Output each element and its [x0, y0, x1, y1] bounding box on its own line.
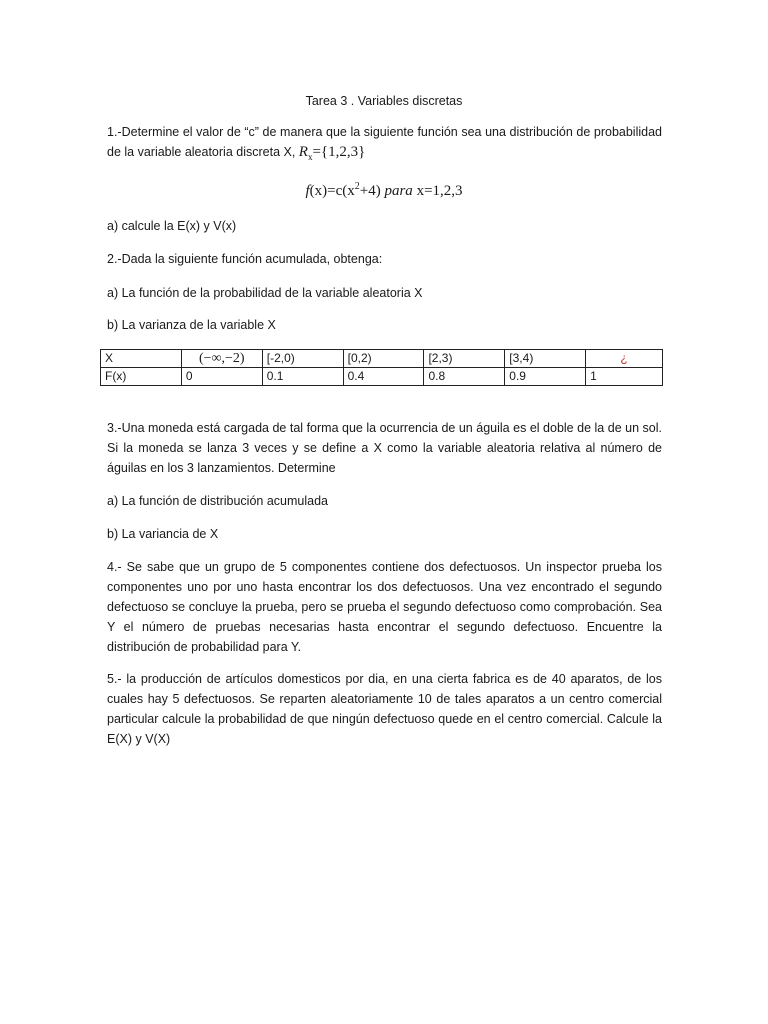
table-cell: 0: [181, 368, 262, 386]
question-2: 2.-Dada la siguiente función acumulada, obtenga:: [107, 252, 383, 266]
question-2-part-b: b) La varianza de la variable X: [107, 318, 276, 332]
table-row: [101, 350, 663, 368]
document-title: Tarea 3 . Variables discretas: [305, 94, 463, 108]
range-expression: $R_x=\{1,2,3\}$: [298, 144, 366, 162]
question-5: 5.- la producción de artículos domesticos por dia, en una cierta fabrica es de 40 aparatos, de los cuales hay 5 defectuosos. Se reparten aleatoriamente 10 de tales aparatos a un centro comercial particular calcule la probabilidad de que ningún defectuoso quede en el centro comercial. Calcule la E(X) y V(X): [107, 672, 662, 746]
question-3-part-a: a) La función de distribución acumulada: [107, 494, 328, 508]
cumulative-distribution-table: [100, 349, 663, 386]
question-3: 3.-Una moneda está cargada de tal forma que la ocurrencia de un águila es el doble de la de un sol. Si la moneda se lanza 3 veces y se define a X como la variable aleatoria relativa al número de águilas en los 3 lanzamientos. Determine: [107, 421, 662, 475]
table-cell: 0.4: [343, 368, 424, 386]
table-cell: 0.8: [424, 368, 505, 386]
probability-function-formula: $f(x)=c(x^2+4)$ para x=1,2,3: [305, 181, 463, 199]
table-cell: 0.9: [505, 368, 586, 386]
table-row: [101, 368, 663, 386]
table-cell: 1: [586, 368, 663, 386]
table-cell: [3,4): [505, 350, 586, 368]
table-cell: 0.1: [262, 368, 343, 386]
question-1-part-a: a) calcule la E(x) y V(x): [107, 219, 237, 233]
question-2-part-a: a) La función de la probabilidad de la variable aleatoria X: [107, 286, 423, 300]
question-3-part-b: b) La variancia de X: [107, 527, 219, 541]
table-cell: F(x): [101, 368, 182, 386]
table-cell: [-2,0): [262, 350, 343, 368]
question-1-text: 1.-Determine el valor de “c” de manera que la siguiente función sea una distribución de probabilidad de la variable aleatoria discreta X,: [107, 125, 662, 159]
table-cell: X: [101, 350, 182, 368]
question-1: [107, 122, 662, 167]
table-cell: [0,2): [343, 350, 424, 368]
table-cell: ¿: [586, 350, 663, 368]
question-4: 4.- Se sabe que un grupo de 5 componentes contiene dos defectuosos. Un inspector prueba los componentes uno por uno hasta encontrar los dos defectuosos. Una vez encontrado el segundo defectuoso se concluye la prueba, pero se prueba el segundo defectuoso como comprobación. Sea Y el número de pruebas necesarias hasta encontrar el segundo defectuoso. Encuentre la distribución de probabilidad para Y.: [107, 560, 662, 654]
table-cell: (−∞,−2): [181, 350, 262, 368]
table-cell: [2,3): [424, 350, 505, 368]
